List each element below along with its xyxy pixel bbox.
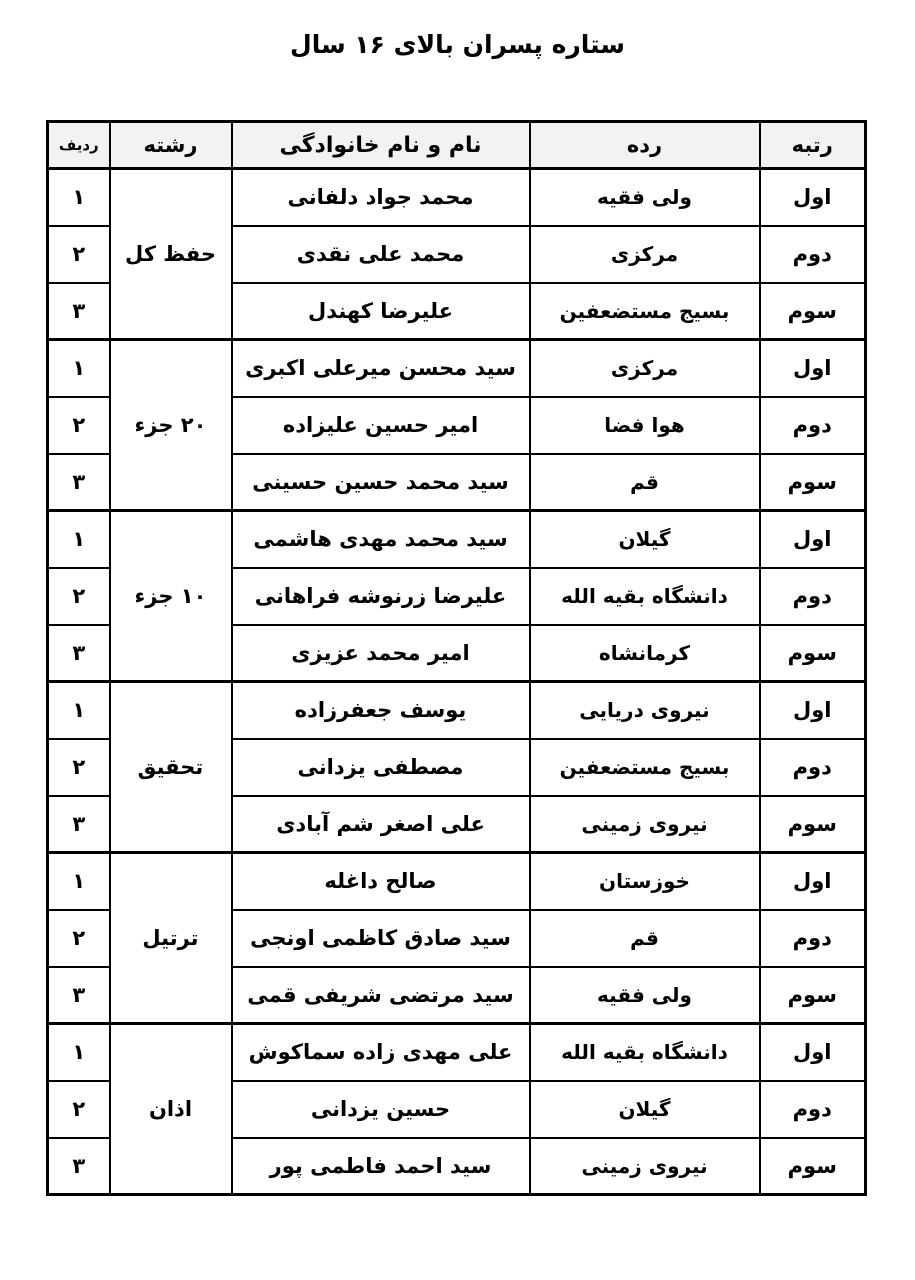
cell-rank: سوم	[760, 1138, 866, 1195]
cell-category: بسیج مستضعفین	[530, 739, 760, 796]
cell-category: گیلان	[530, 1081, 760, 1138]
cell-index: ۲	[48, 226, 110, 283]
cell-fullname: علیرضا کهندل	[232, 283, 530, 340]
column-header-fullname: نام و نام خانوادگی	[232, 122, 530, 169]
cell-index: ۳	[48, 1138, 110, 1195]
cell-fullname: سید محسن میرعلی اکبری	[232, 340, 530, 397]
column-header-index: ردیف	[48, 122, 110, 169]
cell-index: ۱	[48, 682, 110, 739]
cell-rank: سوم	[760, 967, 866, 1024]
table-row	[48, 682, 866, 739]
results-table	[46, 120, 867, 1196]
cell-category: نیروی زمینی	[530, 1138, 760, 1195]
table-header-row	[48, 122, 866, 169]
cell-rank: سوم	[760, 283, 866, 340]
cell-category: مرکزی	[530, 226, 760, 283]
cell-fullname: امیر حسین علیزاده	[232, 397, 530, 454]
cell-index: ۲	[48, 910, 110, 967]
cell-category: دانشگاه بقیه الله	[530, 1024, 760, 1081]
cell-fullname: علیرضا زرنوشه فراهانی	[232, 568, 530, 625]
cell-fullname: صالح داغله	[232, 853, 530, 910]
cell-rank: دوم	[760, 226, 866, 283]
cell-rank: اول	[760, 340, 866, 397]
cell-category: ولی فقیه	[530, 169, 760, 226]
cell-category: قم	[530, 910, 760, 967]
cell-fullname: مصطفی یزدانی	[232, 739, 530, 796]
cell-index: ۳	[48, 967, 110, 1024]
cell-category: مرکزی	[530, 340, 760, 397]
cell-rank: دوم	[760, 397, 866, 454]
column-header-rank: رتبه	[760, 122, 866, 169]
cell-rank: دوم	[760, 910, 866, 967]
cell-rank: اول	[760, 682, 866, 739]
cell-rank: دوم	[760, 568, 866, 625]
page-title: ستاره پسران بالای ۱۶ سال	[290, 30, 625, 59]
table-row	[48, 1024, 866, 1081]
cell-fullname: امیر محمد عزیزی	[232, 625, 530, 682]
table-header	[48, 122, 866, 169]
cell-index: ۳	[48, 625, 110, 682]
cell-rank: اول	[760, 169, 866, 226]
cell-index: ۱	[48, 1024, 110, 1081]
cell-index: ۲	[48, 397, 110, 454]
cell-fullname: حسین یزدانی	[232, 1081, 530, 1138]
cell-fullname: سید احمد فاطمی پور	[232, 1138, 530, 1195]
cell-category: بسیج مستضعفین	[530, 283, 760, 340]
column-header-discipline: رشته	[110, 122, 232, 169]
table-row	[48, 853, 866, 910]
cell-index: ۳	[48, 796, 110, 853]
cell-rank: اول	[760, 853, 866, 910]
cell-category: دانشگاه بقیه الله	[530, 568, 760, 625]
cell-index: ۲	[48, 568, 110, 625]
cell-category: ولی فقیه	[530, 967, 760, 1024]
cell-rank: دوم	[760, 1081, 866, 1138]
cell-rank: سوم	[760, 796, 866, 853]
cell-discipline: ترتیل	[110, 853, 232, 1024]
cell-fullname: سید صادق کاظمی اونجی	[232, 910, 530, 967]
cell-fullname: سید محمد حسین حسینی	[232, 454, 530, 511]
cell-fullname: علی مهدی زاده سماکوش	[232, 1024, 530, 1081]
cell-discipline: ۲۰ جزء	[110, 340, 232, 511]
cell-rank: اول	[760, 511, 866, 568]
cell-index: ۱	[48, 511, 110, 568]
cell-fullname: سید مرتضی شریفی قمی	[232, 967, 530, 1024]
cell-discipline: تحقیق	[110, 682, 232, 853]
cell-rank: سوم	[760, 625, 866, 682]
cell-index: ۳	[48, 454, 110, 511]
cell-fullname: محمد جواد دلفانی	[232, 169, 530, 226]
cell-category: کرمانشاه	[530, 625, 760, 682]
cell-fullname: علی اصغر شم آبادی	[232, 796, 530, 853]
table-body	[48, 169, 866, 1195]
table-row	[48, 340, 866, 397]
table-row	[48, 511, 866, 568]
cell-category: قم	[530, 454, 760, 511]
cell-rank: سوم	[760, 454, 866, 511]
cell-discipline: حفظ کل	[110, 169, 232, 340]
cell-category: خوزستان	[530, 853, 760, 910]
cell-index: ۱	[48, 169, 110, 226]
cell-index: ۲	[48, 1081, 110, 1138]
cell-index: ۳	[48, 283, 110, 340]
cell-index: ۲	[48, 739, 110, 796]
cell-fullname: یوسف جعفرزاده	[232, 682, 530, 739]
cell-category: هوا فضا	[530, 397, 760, 454]
cell-index: ۱	[48, 340, 110, 397]
results-table-container	[49, 120, 867, 1196]
cell-category: گیلان	[530, 511, 760, 568]
cell-fullname: محمد علی نقدی	[232, 226, 530, 283]
cell-fullname: سید محمد مهدی هاشمی	[232, 511, 530, 568]
cell-discipline: ۱۰ جزء	[110, 511, 232, 682]
column-header-category: رده	[530, 122, 760, 169]
table-row	[48, 169, 866, 226]
cell-rank: اول	[760, 1024, 866, 1081]
cell-rank: دوم	[760, 739, 866, 796]
cell-category: نیروی زمینی	[530, 796, 760, 853]
cell-index: ۱	[48, 853, 110, 910]
cell-category: نیروی دریایی	[530, 682, 760, 739]
cell-discipline: اذان	[110, 1024, 232, 1195]
